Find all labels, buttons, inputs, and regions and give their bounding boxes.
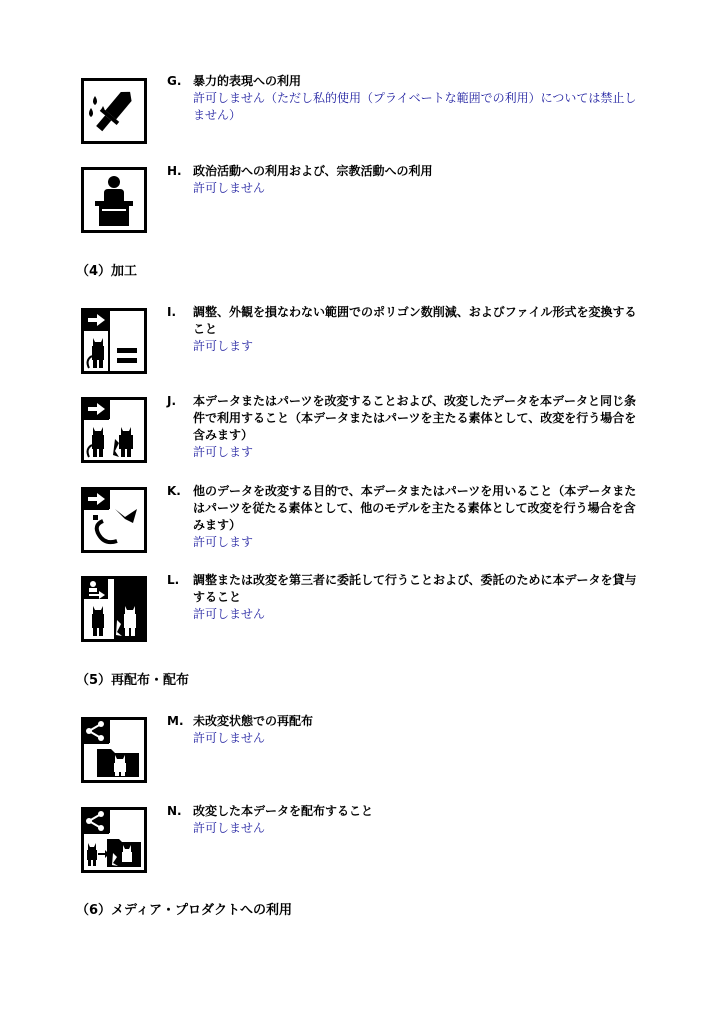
section-heading-6: （6）メディア・プロダクトへの利用 (76, 903, 293, 918)
clause-letter: J. (167, 394, 177, 408)
clause-title: 暴力的表現への利用 (193, 74, 302, 88)
clause-letter: N. (167, 804, 182, 818)
clause-status: 許可しません (193, 821, 266, 835)
clause-body (193, 572, 643, 623)
share-folder-cat-icon (81, 717, 147, 783)
clause-body (193, 73, 643, 124)
arrow-parts-icon (81, 487, 147, 553)
clause-letter: H. (167, 164, 182, 178)
clause-letter: M. (167, 714, 184, 728)
clause-status: 許可します (193, 445, 254, 459)
clause-body (193, 483, 643, 551)
clause-letter: I. (167, 305, 177, 319)
section-heading-4: （4）加工 (76, 264, 138, 279)
clause-body (193, 713, 643, 747)
clause-status: 許可しません（ただし私的使用（プライベートな範囲での利用）については禁止しません） (193, 91, 637, 122)
clause-title: 改変した本データを配布すること (193, 804, 374, 818)
clause-status: 許可しません (193, 607, 266, 621)
clause-status: 許可しません (193, 731, 266, 745)
clause-letter: G. (167, 74, 182, 88)
clause-title: 政治活動への利用および、宗教活動への利用 (193, 164, 433, 178)
clause-body (193, 304, 643, 355)
clause-status: 許可しません (193, 181, 266, 195)
clause-title: 本データまたはパーツを改変することおよび、改変したデータを本データと同じ条件で利用すること（本データまたはパーツを主たる素体として、改変を行う場合を含みます） (193, 394, 637, 442)
clause-title: 他のデータを改変する目的で、本データまたはパーツを用いること（本データまたはパーツを従たる素体として、他のモデルを主たる素体として改変を行う場合を含みます） (193, 484, 637, 532)
clause-letter: L. (167, 573, 180, 587)
clause-title: 調整または改変を第三者に委託して行うことおよび、委託のために本データを貸与すること (193, 573, 637, 604)
clause-status: 許可します (193, 535, 254, 549)
clause-body (193, 163, 643, 197)
clause-body (193, 803, 643, 837)
person-arrow-cats-icon (81, 576, 147, 642)
clause-title: 未改変状態での再配布 (193, 714, 314, 728)
arrow-cat-pair-icon (81, 397, 147, 463)
clause-body (193, 393, 643, 461)
clause-letter: K. (167, 484, 181, 498)
share-folder-cats-icon (81, 807, 147, 873)
clause-title: 調整、外観を損なわない範囲でのポリゴン数削減、およびファイル形式を変換すること (193, 305, 637, 336)
section-heading-5: （5）再配布・配布 (76, 673, 190, 688)
arrow-cat-equal-icon (81, 308, 147, 374)
clause-status: 許可します (193, 339, 254, 353)
podium-speaker-icon (81, 167, 147, 233)
knife-violence-icon (81, 78, 147, 144)
